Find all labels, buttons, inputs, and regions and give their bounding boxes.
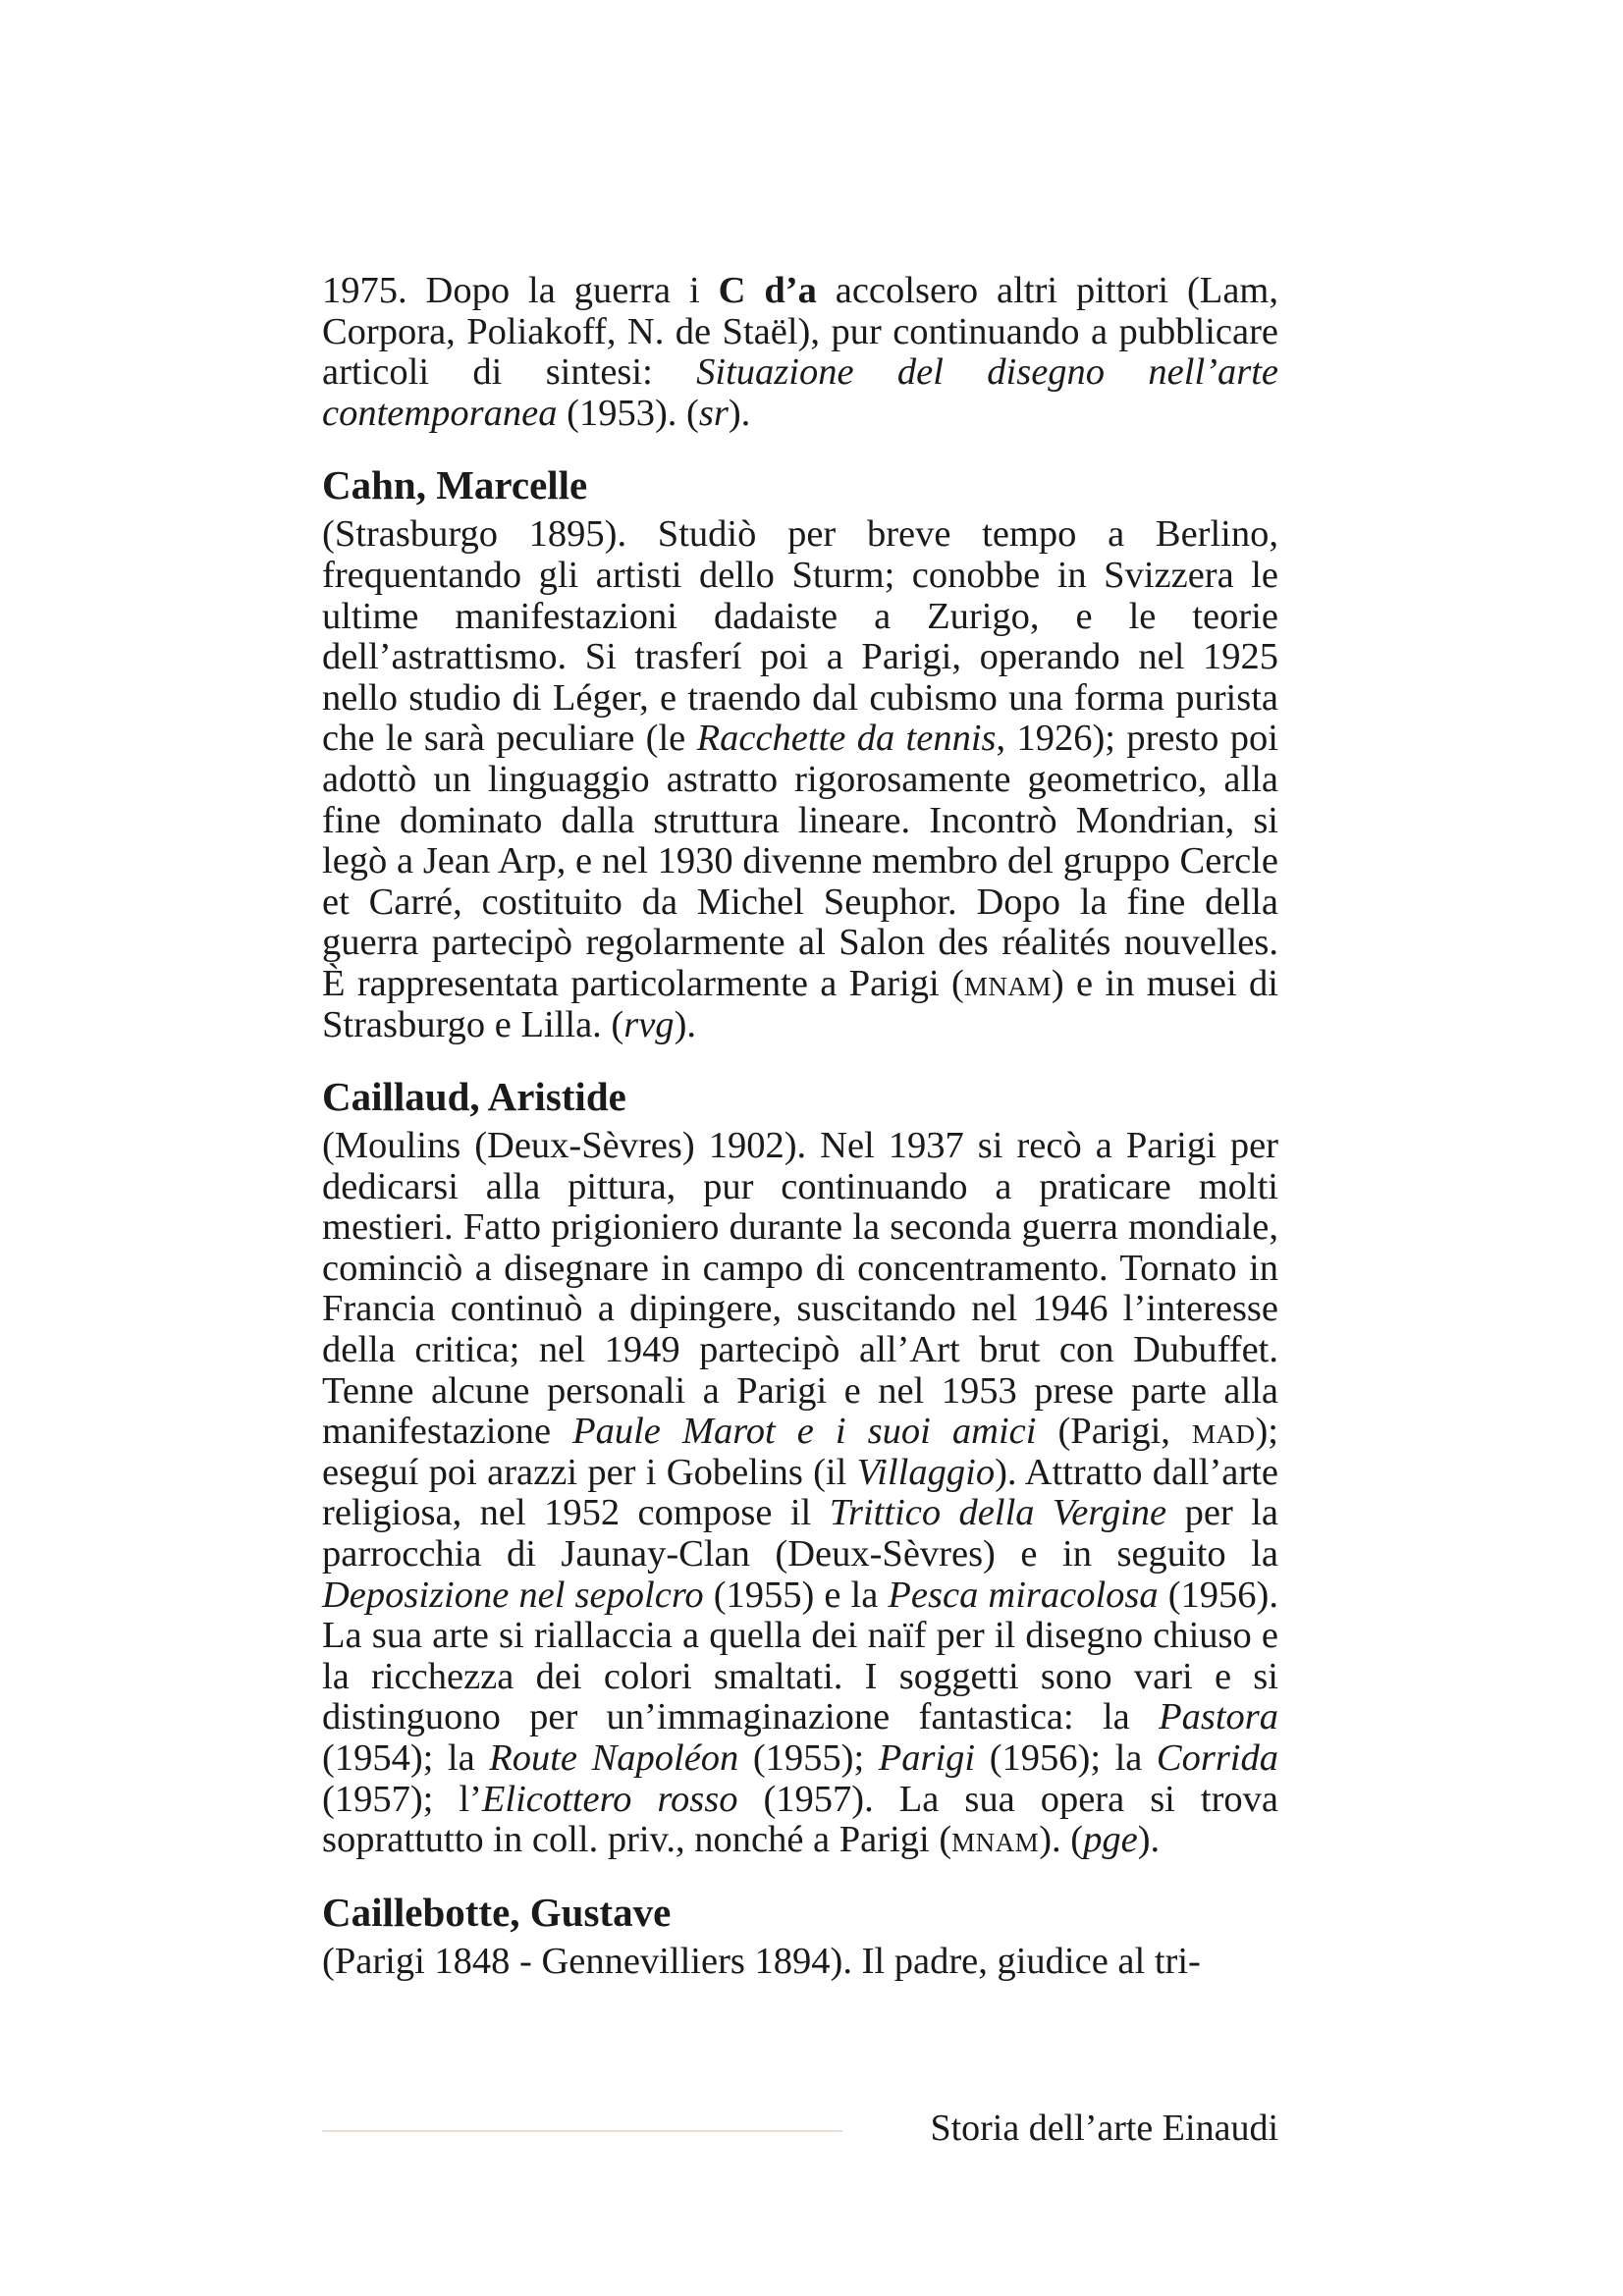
- text-column: [322, 271, 1278, 1982]
- intro-paragraph: 1975. Dopo la guerra i C d’a accolsero altri pittori (Lam, Corpora, Poliakoff, N. de Staël), pur continuando a pubblicare articoli di sintesi: Situazione del disegno nell’arte contemporanea (1953). (sr).: [322, 270, 1278, 434]
- museum-abbreviation: mnam: [963, 962, 1052, 1004]
- museum-abbreviation: mnam: [951, 1819, 1040, 1861]
- page-footer: [322, 2101, 1278, 2156]
- work-title: Corrida: [1156, 1737, 1278, 1779]
- work-title: Paule Marot e i suoi amici: [572, 1411, 1037, 1453]
- work-title: Elicottero rosso: [481, 1778, 738, 1820]
- work-title: Situazione del disegno nell’arte contemporanea: [322, 351, 1278, 434]
- author-signature: sr: [698, 392, 729, 434]
- entry-body-cahn: (Strasburgo 1895). Studiò per breve tempo a Berlino, frequentando gli artisti dello Sturm; conobbe in Svizzera le ultime manifestazioni dadaiste a Zurigo, e le teorie dell’astrattismo. Si trasferí poi a Parigi, operando nel 1925 nello studio di Léger, e traendo dal cubismo una forma purista che le sarà peculiare (le Racchette da tennis, 1926); presto poi adottò un linguaggio astratto rigorosamente geometrico, alla fine dominato dalla struttura lineare. Incontrò Mondrian, si legò a Jean Arp, e nel 1930 divenne membro del gruppo Cercle et Carré, costituito da Michel Seuphor. Dopo la fine della guerra partecipò regolarmente al Salon des réalités nouvelles. È rappresentata particolarmente a Parigi (mnam) e in musei di Strasburgo e Lilla. (rvg).: [322, 513, 1278, 1045]
- work-title: Villaggio: [856, 1451, 996, 1493]
- author-signature: pge: [1083, 1819, 1138, 1861]
- entry-heading-caillaud: Caillaud, Aristide: [322, 1074, 626, 1120]
- work-title: Deposizione nel sepolcro: [322, 1574, 704, 1616]
- author-signature: rvg: [623, 1003, 675, 1045]
- work-title: Pesca miracolosa: [888, 1574, 1159, 1616]
- work-title: Trittico della Vergine: [829, 1492, 1167, 1534]
- entry-heading-cahn: Cahn, Marcelle: [322, 462, 588, 508]
- footer-divider: [322, 2130, 842, 2132]
- museum-abbreviation: mad: [1191, 1411, 1256, 1453]
- entry-heading-caillebotte: Caillebotte, Gustave: [322, 1889, 672, 1935]
- work-title: Racchette da tennis: [696, 718, 997, 760]
- entry-body-caillebotte: (Parigi 1848 - Gennevilliers 1894). Il padre, giudice al tri-: [322, 1940, 1201, 1982]
- work-title: Pastora: [1159, 1696, 1278, 1738]
- entry-body-caillaud: (Moulins (Deux-Sèvres) 1902). Nel 1937 si recò a Parigi per dedicarsi alla pittura, pur continuando a praticare molti mestieri. Fatto prigioniero durante la seconda guerra mondiale, cominciò a disegnare in campo di concentramento. Tornato in Francia continuò a dipingere, suscitando nel 1946 l’interesse della critica; nel 1949 partecipò all’Art brut con Dubuffet. Tenne alcune personali a Parigi e nel 1953 prese parte alla manifestazione Paule Marot e i suoi amici (Parigi, mad); eseguí poi arazzi per i Gobelins (il Villaggio). Attratto dall’arte religiosa, nel 1952 compose il Trittico della Vergine per la parrocchia di Jaunay-Clan (Deux-Sèvres) e in seguito la Deposizione nel sepolcro (1955) e la Pesca miracolosa (1956). La sua arte si riallaccia a quella dei naïf per il disegno chiuso e la ricchezza dei colori smaltati. I soggetti sono vari e si distinguono per un’immaginazione fantastica: la Pastora (1954); la Route Napoléon (1955); Parigi (1956); la Corrida (1957); l’Elicottero rosso (1957). La sua opera si trova soprattutto in coll. priv., nonché a Parigi (mnam). (pge).: [322, 1125, 1278, 1861]
- footer-title: Storia dell’arte Einaudi: [930, 2108, 1278, 2149]
- entry-abbreviation: C d’a: [718, 270, 817, 311]
- work-title: Route Napoléon: [489, 1737, 739, 1779]
- work-title: Parigi: [878, 1737, 976, 1779]
